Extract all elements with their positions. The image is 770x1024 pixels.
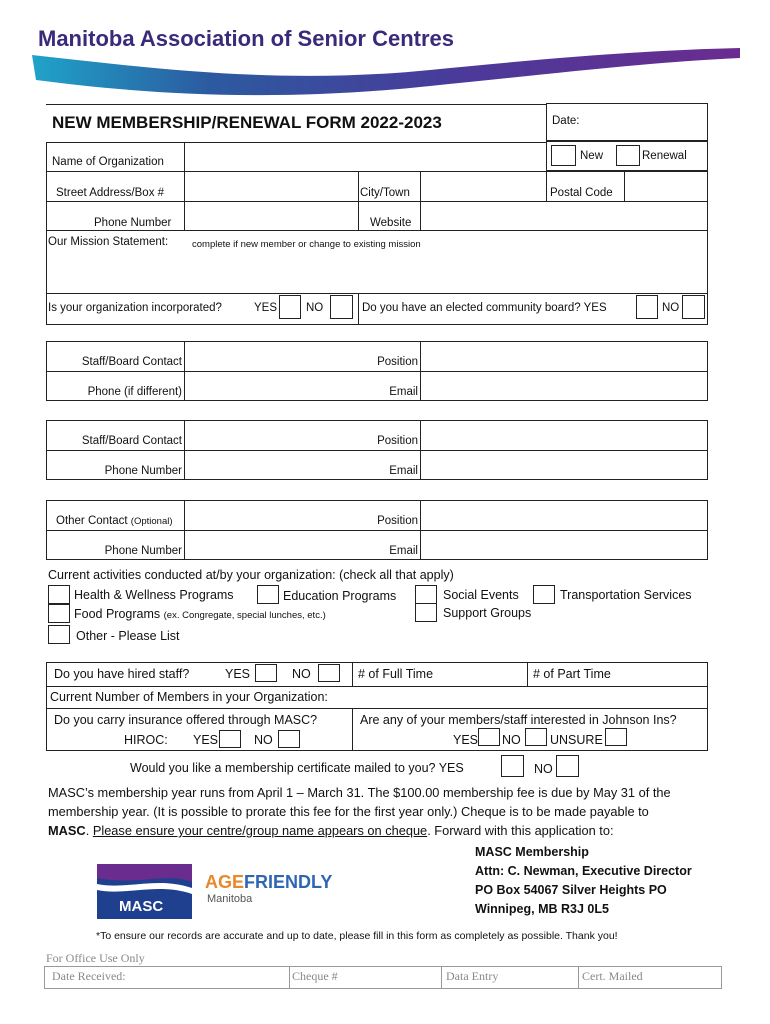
mission-label: Our Mission Statement:: [48, 236, 169, 248]
education-label: Education Programs: [283, 589, 397, 603]
contact-email-label: Email: [389, 386, 418, 398]
phone-input[interactable]: [185, 202, 357, 229]
johnson-no-label: NO: [502, 733, 521, 747]
certificate-question: Would you like a membership certificate mailed to you? YES: [130, 761, 464, 775]
hired-no-checkbox[interactable]: [318, 664, 340, 682]
new-checkbox[interactable]: [551, 145, 576, 166]
board-question: Do you have an elected community board? YES: [362, 302, 607, 314]
contact-name-label: Staff/Board Contact: [81, 435, 182, 447]
full-time-label: # of Full Time: [358, 667, 434, 681]
address-line-4: Winnipeg, MB R3J 0L5: [475, 902, 609, 916]
agefriendly-wordmark: AGEFRIENDLY: [205, 872, 333, 892]
education-checkbox[interactable]: [257, 585, 279, 604]
johnson-unsure-checkbox[interactable]: [605, 728, 627, 746]
incorporated-yes-checkbox[interactable]: [279, 295, 301, 319]
incorporated-question: Is your organization incorporated?: [48, 302, 222, 314]
contact-position-label: Position: [377, 435, 418, 447]
contact-phone-label: Phone Number: [104, 545, 182, 557]
office-data-entry: Data Entry: [446, 969, 499, 983]
org-name-input[interactable]: [185, 143, 545, 170]
insurance-no-label: NO: [254, 733, 273, 747]
part-time-input[interactable]: [622, 663, 706, 685]
masc-logo-text: MASC: [119, 898, 164, 915]
city-input[interactable]: [421, 172, 545, 200]
contact-phone-label: Phone Number: [104, 465, 182, 477]
fee-line-3: MASC. Please ensure your centre/group name appears on cheque. Forward with this application to:: [48, 823, 614, 838]
street-label: Street Address/Box #: [56, 187, 165, 199]
contact-position-label: Position: [377, 515, 418, 527]
footnote: *To ensure our records are accurate and up to date, please fill in this form as completely as possible. Thank you!: [96, 930, 618, 942]
hiroc-label: HIROC:: [124, 733, 168, 747]
insurance-no-checkbox[interactable]: [278, 730, 300, 748]
other-label: Other - Please List: [76, 629, 180, 643]
masc-logo: [97, 864, 192, 919]
address-line-1: MASC Membership: [475, 845, 589, 859]
contact-email-input[interactable]: [421, 531, 707, 559]
address-line-2: Attn: C. Newman, Executive Director: [475, 864, 692, 878]
board-yes-checkbox[interactable]: [636, 295, 658, 319]
other-checkbox[interactable]: [48, 625, 70, 644]
members-count-label: Current Number of Members in your Organization:: [50, 690, 328, 704]
activities-heading: Current activities conducted at/by your organization: (check all that apply): [48, 568, 454, 582]
postal-input[interactable]: [625, 172, 707, 200]
fee-payee: MASC: [48, 823, 86, 838]
food-note: (ex. Congregate, special lunches, etc.): [163, 610, 326, 621]
hired-yes-label: YES: [225, 667, 251, 681]
insurance-question: Do you carry insurance offered through MASC?: [54, 713, 318, 727]
incorporated-yes-label: YES: [254, 302, 278, 314]
agefriendly-subtext: Manitoba: [207, 893, 253, 905]
social-checkbox[interactable]: [415, 585, 437, 604]
part-time-label: # of Part Time: [533, 667, 611, 681]
form-title: NEW MEMBERSHIP/RENEWAL FORM 2022-2023: [52, 113, 442, 132]
fee-line-1: MASC’s membership year runs from April 1 – March 31. The $100.00 membership fee is due by May 31 of the: [48, 785, 671, 800]
mission-input[interactable]: [47, 252, 706, 292]
renewal-checkbox[interactable]: [616, 145, 640, 166]
contact-email-label: Email: [389, 465, 418, 477]
mission-hint: complete if new member or change to existing mission: [192, 239, 421, 250]
transport-checkbox[interactable]: [533, 585, 555, 604]
health-label: Health & Wellness Programs: [74, 588, 234, 602]
agefriendly-logo: [205, 870, 333, 910]
johnson-yes-label: YES: [453, 733, 479, 747]
hired-staff-question: Do you have hired staff?: [54, 667, 190, 681]
city-label: City/Town: [360, 187, 410, 199]
office-cheque: Cheque #: [292, 969, 338, 983]
board-no-checkbox[interactable]: [682, 295, 705, 319]
health-checkbox[interactable]: [48, 585, 70, 604]
org-title: Manitoba Association of Senior Centres: [38, 26, 455, 51]
support-label: Support Groups: [443, 606, 532, 620]
contact-position-label: Position: [377, 356, 418, 368]
members-count-input[interactable]: [366, 687, 706, 707]
full-time-input[interactable]: [445, 663, 525, 685]
office-heading: For Office Use Only: [46, 951, 145, 965]
new-label: New: [580, 150, 604, 162]
contact-email-input[interactable]: [421, 372, 707, 400]
header-swoosh: [30, 40, 742, 110]
fee-cheque-note: Please ensure your centre/group name appears on cheque: [92, 823, 428, 838]
hired-no-label: NO: [292, 667, 311, 681]
website-input[interactable]: [421, 202, 707, 229]
date-label: Date:: [552, 115, 580, 127]
certificate-no-checkbox[interactable]: [556, 755, 579, 777]
contact-position-input[interactable]: [421, 421, 707, 449]
johnson-yes-checkbox[interactable]: [478, 728, 500, 746]
incorporated-no-label: NO: [306, 302, 324, 314]
contact-name-note: (Optional): [130, 516, 173, 527]
hired-yes-checkbox[interactable]: [255, 664, 277, 682]
phone-label: Phone Number: [94, 217, 172, 229]
johnson-no-checkbox[interactable]: [525, 728, 547, 746]
website-label: Website: [370, 217, 412, 229]
street-input[interactable]: [185, 172, 357, 200]
johnson-question: Are any of your members/staff interested in Johnson Ins?: [360, 713, 677, 727]
office-cert-mailed: Cert. Mailed: [582, 969, 643, 983]
incorporated-no-checkbox[interactable]: [330, 295, 353, 319]
board-no-label: NO: [662, 302, 680, 314]
contact-email-label: Email: [389, 545, 418, 557]
support-checkbox[interactable]: [415, 603, 437, 622]
food-label: Food Programs (ex. Congregate, special lunches, etc.): [74, 607, 326, 621]
fee-line-2: membership year. (It is possible to prorate this fee for the first year only.) Cheque is to be made payable to: [48, 804, 649, 819]
food-checkbox[interactable]: [48, 604, 70, 623]
transport-label: Transportation Services: [560, 588, 692, 602]
insurance-yes-label: YES: [193, 733, 219, 747]
address-line-3: PO Box 54067 Silver Heights PO: [475, 883, 667, 897]
postal-label: Postal Code: [550, 187, 613, 199]
contact-name-label: Staff/Board Contact: [81, 356, 182, 368]
contact-position-input[interactable]: [421, 501, 707, 529]
contact-position-input[interactable]: [421, 342, 707, 370]
office-date-received: Date Received:: [52, 969, 126, 983]
certificate-no-label: NO: [534, 762, 553, 776]
johnson-unsure-label: UNSURE: [550, 733, 603, 747]
insurance-yes-checkbox[interactable]: [219, 730, 241, 748]
org-name-label: Name of Organization: [52, 156, 164, 168]
contact-name-label: Other Contact (Optional): [56, 515, 173, 527]
social-label: Social Events: [443, 588, 519, 602]
renewal-label: Renewal: [642, 150, 687, 162]
certificate-yes-checkbox[interactable]: [501, 755, 524, 777]
contact-phone-label: Phone (if different): [87, 386, 182, 398]
contact-email-input[interactable]: [421, 451, 707, 479]
